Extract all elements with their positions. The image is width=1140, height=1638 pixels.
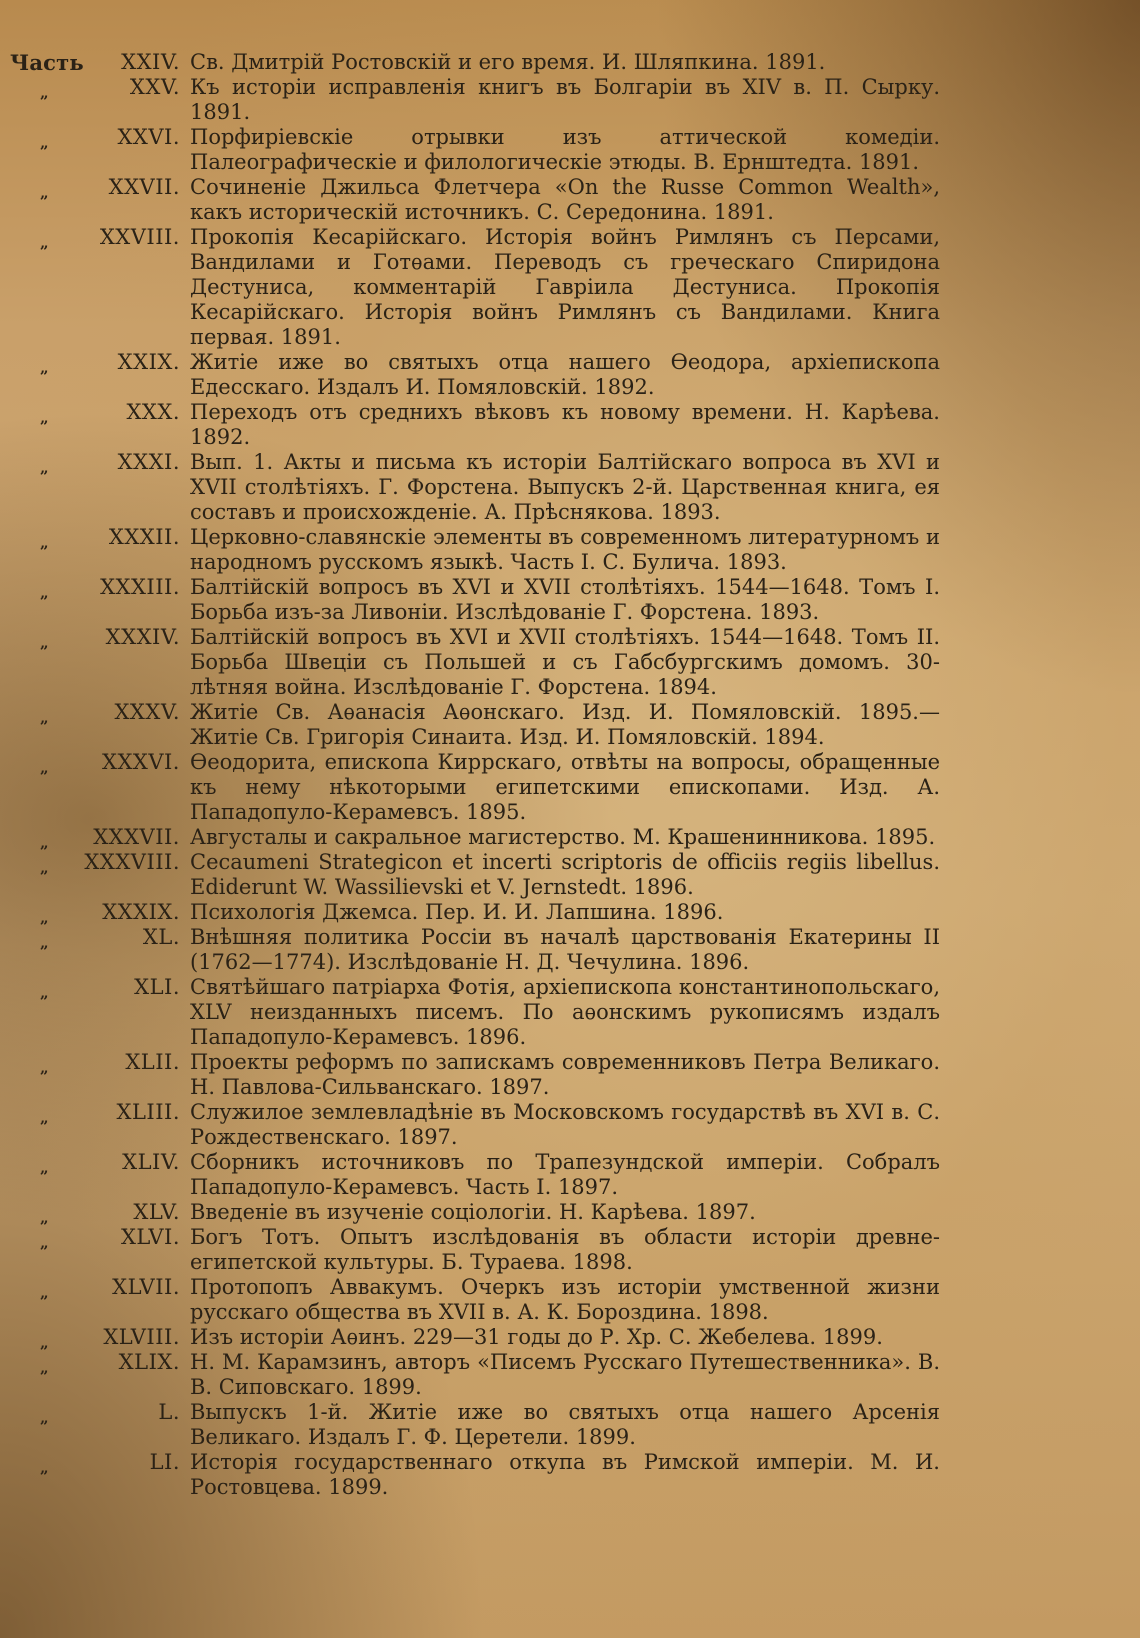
list-item	[0, 1100, 1140, 1150]
part-numeral: L.	[158, 1400, 180, 1424]
part-numeral: XXXI.	[117, 450, 180, 474]
list-item	[0, 1350, 1140, 1400]
part-numeral: LI.	[149, 1450, 180, 1474]
part-numeral: XXIV.	[121, 50, 180, 74]
list-item	[0, 1400, 1140, 1450]
ditto-mark: „	[40, 709, 49, 727]
part-numeral: XLVII.	[112, 1275, 180, 1299]
list-item	[0, 575, 1140, 625]
part-numeral: XXXVIII.	[84, 850, 180, 874]
publication-description: Выпускъ 1-й. Житіе иже во святыхъ отца нашего Арсенія Великаго. Издалъ Г. Ф. Церетели. 1899.	[190, 1400, 940, 1449]
part-number-column	[0, 525, 190, 550]
ditto-mark: „	[40, 934, 49, 952]
list-item	[0, 1325, 1140, 1350]
publication-description: Служилое землевладѣніе въ Московскомъ государствѣ въ XVI в. С. Рождественскаго. 1897.	[190, 1100, 940, 1149]
part-numeral: XLI.	[134, 975, 180, 999]
ditto-mark: „	[40, 909, 49, 927]
part-number-column	[0, 850, 190, 875]
part-numeral: XXIX.	[117, 350, 180, 374]
publication-description: Н. М. Карамзинъ, авторъ «Писемъ Русскаго Путешественника». В. В. Сиповскаго. 1899.	[190, 1350, 940, 1399]
publication-description: Внѣшняя политика Россіи въ началѣ царствованія Екатерины II (1762—1774). Изслѣдованіе Н. Д. Чечулина. 1896.	[190, 925, 940, 974]
ditto-mark: „	[40, 84, 49, 102]
part-number-column	[0, 1225, 190, 1250]
list-item	[0, 625, 1140, 700]
ditto-mark: „	[40, 409, 49, 427]
part-number-column	[0, 900, 190, 925]
list-item	[0, 1225, 1140, 1275]
ditto-mark: „	[40, 759, 49, 777]
list-item	[0, 700, 1140, 750]
part-numeral: XLIII.	[116, 1100, 180, 1124]
ditto-mark: „	[40, 1159, 49, 1177]
ditto-mark: „	[40, 1209, 49, 1227]
list-item	[0, 900, 1140, 925]
publication-description: Протопопъ Аввакумъ. Очеркъ изъ исторіи умственной жизни русскаго общества въ XVII в. А. К. Бороздина. 1898.	[190, 1275, 940, 1324]
list-item	[0, 1450, 1140, 1500]
part-prefix-label: Часть	[10, 50, 84, 75]
publication-description: Св. Дмитрій Ростовскій и его время. И. Шляпкина. 1891.	[190, 50, 826, 74]
list-item	[0, 1275, 1140, 1325]
ditto-mark: „	[40, 184, 49, 202]
publication-description: Житіе Св. Аѳанасія Аѳонскаго. Изд. И. Помяловскій. 1895.— Житіе Св. Григорія Синаита. Изд. И. Помяловскій. 1894.	[190, 700, 940, 749]
part-numeral: XXXII.	[108, 525, 180, 549]
ditto-mark: „	[40, 1059, 49, 1077]
part-number-column	[0, 175, 190, 200]
publication-description: Церковно-славянскіе элементы въ современномъ литературномъ и народномъ русскомъ языкѣ. Часть I. С. Булича. 1893.	[190, 525, 940, 574]
publication-description: Cecaumeni Strategicon et incerti scriptoris de officiis regiis libellus. Ediderunt W. Wassilievski et V. Jernstedt. 1896.	[190, 850, 940, 899]
list-item	[0, 1050, 1140, 1100]
part-numeral: XLV.	[133, 1200, 180, 1224]
ditto-mark: „	[40, 134, 49, 152]
ditto-mark: „	[40, 834, 49, 852]
part-numeral: XLVI.	[120, 1225, 180, 1249]
part-number-column	[0, 700, 190, 725]
part-number-column	[0, 925, 190, 950]
part-numeral: XXV.	[129, 75, 180, 99]
list-item	[0, 450, 1140, 525]
publication-description: Житіе иже во святыхъ отца нашего Ѳеодора, архіепископа Едесскаго. Издалъ И. Помяловскій. 1892.	[190, 350, 940, 399]
publication-description: Порфиріевскіе отрывки изъ аттической комедіи. Палеографическіе и филологическіе этюды. В. Ернштедта. 1891.	[190, 125, 940, 174]
part-numeral: XXX.	[126, 400, 180, 424]
list-item	[0, 50, 1140, 75]
part-number-column	[0, 975, 190, 1000]
part-numeral: XLVIII.	[103, 1325, 180, 1349]
list-item	[0, 350, 1140, 400]
part-numeral: XXXVI.	[102, 750, 180, 774]
part-number-column	[0, 1050, 190, 1075]
part-number-column	[0, 1100, 190, 1125]
publication-description: Переходъ отъ среднихъ вѣковъ къ новому времени. Н. Карѣева. 1892.	[190, 400, 940, 449]
part-numeral: XXVII.	[108, 175, 180, 199]
list-item	[0, 1150, 1140, 1200]
part-numeral: XXXIV.	[105, 625, 180, 649]
publication-description: Изъ исторіи Аѳинъ. 229—31 годы до Р. Хр. С. Жебелева. 1899.	[190, 1325, 883, 1349]
list-item	[0, 825, 1140, 850]
publication-description: Вып. 1. Акты и письма къ исторіи Балтійскаго вопроса въ XVI и XVII столѣтіяхъ. Г. Форстена. Выпускъ 2-й. Царственная книга, ея составъ и происхожденіе. А. Прѣснякова. 1893.	[190, 450, 940, 524]
publication-description: Сочиненіе Джильса Флетчера «On the Russe Common Wealth», какъ историческій источникъ. С. Середонина. 1891.	[190, 175, 940, 224]
part-number-column	[0, 1200, 190, 1225]
part-number-column	[0, 825, 190, 850]
publication-description: Психологія Джемса. Пер. И. И. Лапшина. 1896.	[190, 900, 724, 924]
part-numeral: XLIX.	[118, 1350, 180, 1374]
publication-list	[0, 50, 1140, 1500]
part-number-column	[0, 1350, 190, 1375]
part-numeral: XXXVII.	[93, 825, 180, 849]
publication-description: Богъ Тотъ. Опытъ изслѣдованія въ области исторіи древне-египетской культуры. Б. Тураева. 1898.	[190, 1225, 940, 1274]
list-item	[0, 525, 1140, 575]
part-number-column	[0, 1150, 190, 1175]
ditto-mark: „	[40, 1409, 49, 1427]
part-number-column	[0, 50, 190, 75]
part-number-column	[0, 750, 190, 775]
publication-description: Балтійскій вопросъ въ XVI и XVII столѣтіяхъ. 1544—1648. Томъ II. Борьба Швеціи съ Польшей и съ Габсбургскимъ домомъ. 30-лѣтняя война. Изслѣдованіе Г. Форстена. 1894.	[190, 625, 940, 699]
publication-description: Ѳеодорита, епископа Киррскаго, отвѣты на вопросы, обращенные къ нему нѣкоторыми египетскими епископами. Изд. А. Пападопуло-Керамевсъ. 1895.	[190, 750, 940, 824]
ditto-mark: „	[40, 984, 49, 1002]
list-item	[0, 175, 1140, 225]
part-numeral: XXXIX.	[102, 900, 180, 924]
ditto-mark: „	[40, 359, 49, 377]
part-number-column	[0, 625, 190, 650]
publication-description: Святѣйшаго патріарха Фотія, архіепископа константинопольскаго, XLV неизданныхъ писемъ. По аѳонскимъ рукописямъ издалъ Пападопуло-Керамевсъ. 1896.	[190, 975, 940, 1049]
part-number-column	[0, 1275, 190, 1300]
list-item	[0, 225, 1140, 350]
part-number-column	[0, 400, 190, 425]
ditto-mark: „	[40, 234, 49, 252]
part-numeral: XXVIII.	[99, 225, 180, 249]
publication-description: Сборникъ источниковъ по Трапезундской имперіи. Собралъ Пападопуло-Керамевсъ. Часть I. 1897.	[190, 1150, 940, 1199]
ditto-mark: „	[40, 584, 49, 602]
list-item	[0, 400, 1140, 450]
ditto-mark: „	[40, 459, 49, 477]
part-numeral: XLII.	[125, 1050, 180, 1074]
list-item	[0, 975, 1140, 1050]
part-number-column	[0, 225, 190, 250]
publication-description: Введеніе въ изученіе соціологіи. Н. Карѣева. 1897.	[190, 1200, 756, 1224]
part-numeral: XL.	[142, 925, 180, 949]
list-item	[0, 850, 1140, 900]
ditto-mark: „	[40, 859, 49, 877]
ditto-mark: „	[40, 1234, 49, 1252]
publication-description: Прокопія Кесарійскаго. Исторія войнъ Римлянъ съ Персами, Вандилами и Готѳами. Переводъ съ греческаго Спиридона Дестуниса, комментарій Гавріила Дестуниса. Прокопія Кесарійскаго. Исторія войнъ Римлянъ съ Вандилами. Книга первая. 1891.	[190, 225, 940, 349]
list-item	[0, 925, 1140, 975]
part-number-column	[0, 350, 190, 375]
publication-description: Къ исторіи исправленія книгъ въ Болгаріи въ XIV в. П. Сырку. 1891.	[190, 75, 940, 124]
ditto-mark: „	[40, 1334, 49, 1352]
publication-description: Проекты реформъ по запискамъ современниковъ Петра Великаго. Н. Павлова-Сильванскаго. 1897.	[190, 1050, 940, 1099]
publication-description: Августалы и сакральное магистерство. М. Крашенинникова. 1895.	[190, 825, 936, 849]
ditto-mark: „	[40, 1459, 49, 1477]
part-number-column	[0, 450, 190, 475]
part-numeral: XXVI.	[117, 125, 180, 149]
part-number-column	[0, 125, 190, 150]
ditto-mark: „	[40, 534, 49, 552]
list-item	[0, 1200, 1140, 1225]
list-item	[0, 75, 1140, 125]
part-numeral: XXXIII.	[100, 575, 180, 599]
part-numeral: XLIV.	[122, 1150, 180, 1174]
ditto-mark: „	[40, 1284, 49, 1302]
ditto-mark: „	[40, 1109, 49, 1127]
part-number-column	[0, 575, 190, 600]
list-item	[0, 125, 1140, 175]
list-item	[0, 750, 1140, 825]
part-number-column	[0, 1400, 190, 1425]
publication-description: Балтійскій вопросъ въ XVI и XVII столѣтіяхъ. 1544—1648. Томъ I. Борьба изъ-за Ливоніи. Изслѣдованіе Г. Форстена. 1893.	[190, 575, 940, 624]
ditto-mark: „	[40, 1359, 49, 1377]
part-number-column	[0, 1450, 190, 1475]
part-number-column	[0, 1325, 190, 1350]
ditto-mark: „	[40, 634, 49, 652]
part-numeral: XXXV.	[114, 700, 180, 724]
publication-description: Исторія государственнаго откупа въ Римской имперіи. М. И. Ростовцева. 1899.	[190, 1450, 940, 1499]
part-number-column	[0, 75, 190, 100]
